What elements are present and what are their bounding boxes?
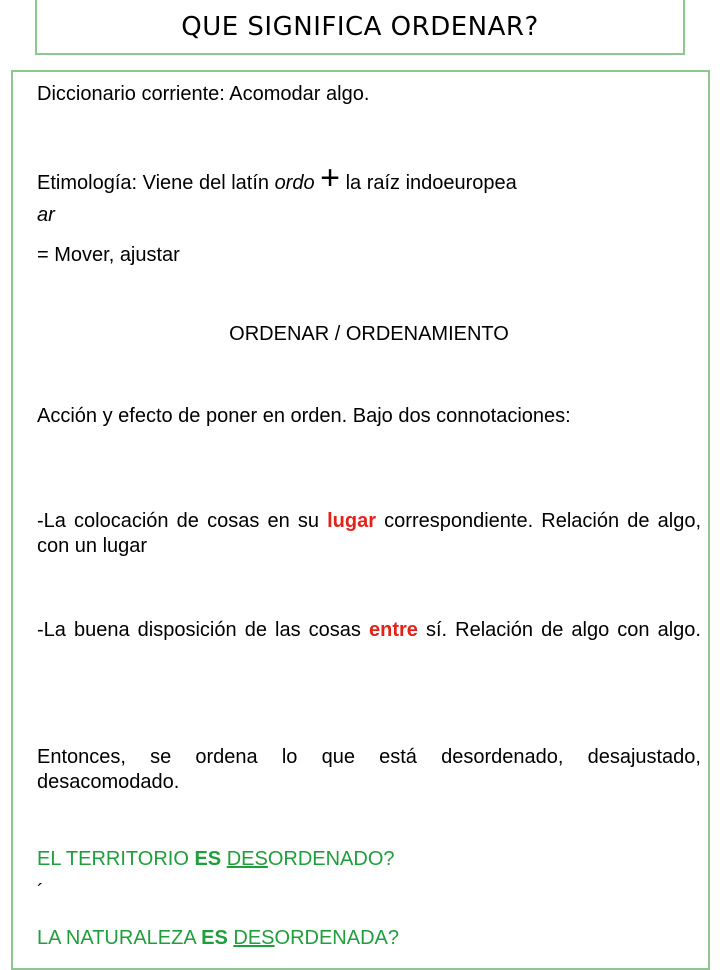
lugar-text-start: -La colocación de cosas en su — [37, 510, 328, 532]
entre-text-end: sí. Relación de algo con algo. — [417, 619, 701, 641]
etymology-ordo: ordo — [274, 172, 315, 194]
naturaleza-es: ES — [201, 927, 228, 949]
dictionary-line: Diccionario corriente: Acomodar algo. — [37, 83, 370, 105]
etymology-ar — [37, 203, 701, 228]
entre-text-start: -La buena disposición de las cosas — [37, 619, 369, 641]
acute-tick: ´ — [37, 881, 44, 903]
accion-paragraph: Acción y efecto de poner en orden. Bajo dos connotaciones: — [37, 405, 571, 427]
etymology-ar-word: ar — [37, 204, 55, 226]
territorio-es: ES — [194, 848, 222, 870]
lugar-paragraph — [37, 509, 701, 559]
lugar-highlight: lugar — [327, 510, 377, 532]
naturaleza-des: DES — [233, 927, 275, 949]
etymology-plus: + — [320, 159, 341, 197]
entre-highlight: entre — [369, 619, 418, 641]
page-title: QUE SIGNIFICA ORDENAR? — [181, 11, 539, 42]
center-heading: ORDENAR / ORDENAMIENTO — [229, 323, 509, 345]
etymology-text-end: la raíz indoeuropea — [340, 172, 517, 194]
naturaleza-question — [37, 926, 701, 951]
entonces-paragraph: Entonces, se ordena lo que está desordenado, desajustado, desacomodado. — [37, 746, 701, 793]
content-box — [11, 70, 710, 970]
territorio-part1: EL TERRITORIO — [37, 848, 195, 870]
naturaleza-part1: LA NATURALEZA — [37, 927, 202, 949]
territorio-des: DES — [226, 848, 268, 870]
naturaleza-rest: ORDENADA? — [274, 927, 399, 949]
lugar-text-end: correspondiente. Relación de algo, con un lugar — [37, 510, 701, 557]
title-box — [35, 0, 685, 55]
territorio-question — [37, 847, 701, 872]
etymology-text-start: Etimología: Viene del latín — [37, 172, 275, 194]
etymology-line — [37, 159, 701, 197]
territorio-rest: ORDENADO? — [267, 848, 395, 870]
entre-paragraph — [37, 618, 701, 643]
mover-line: = Mover, ajustar — [37, 244, 180, 266]
